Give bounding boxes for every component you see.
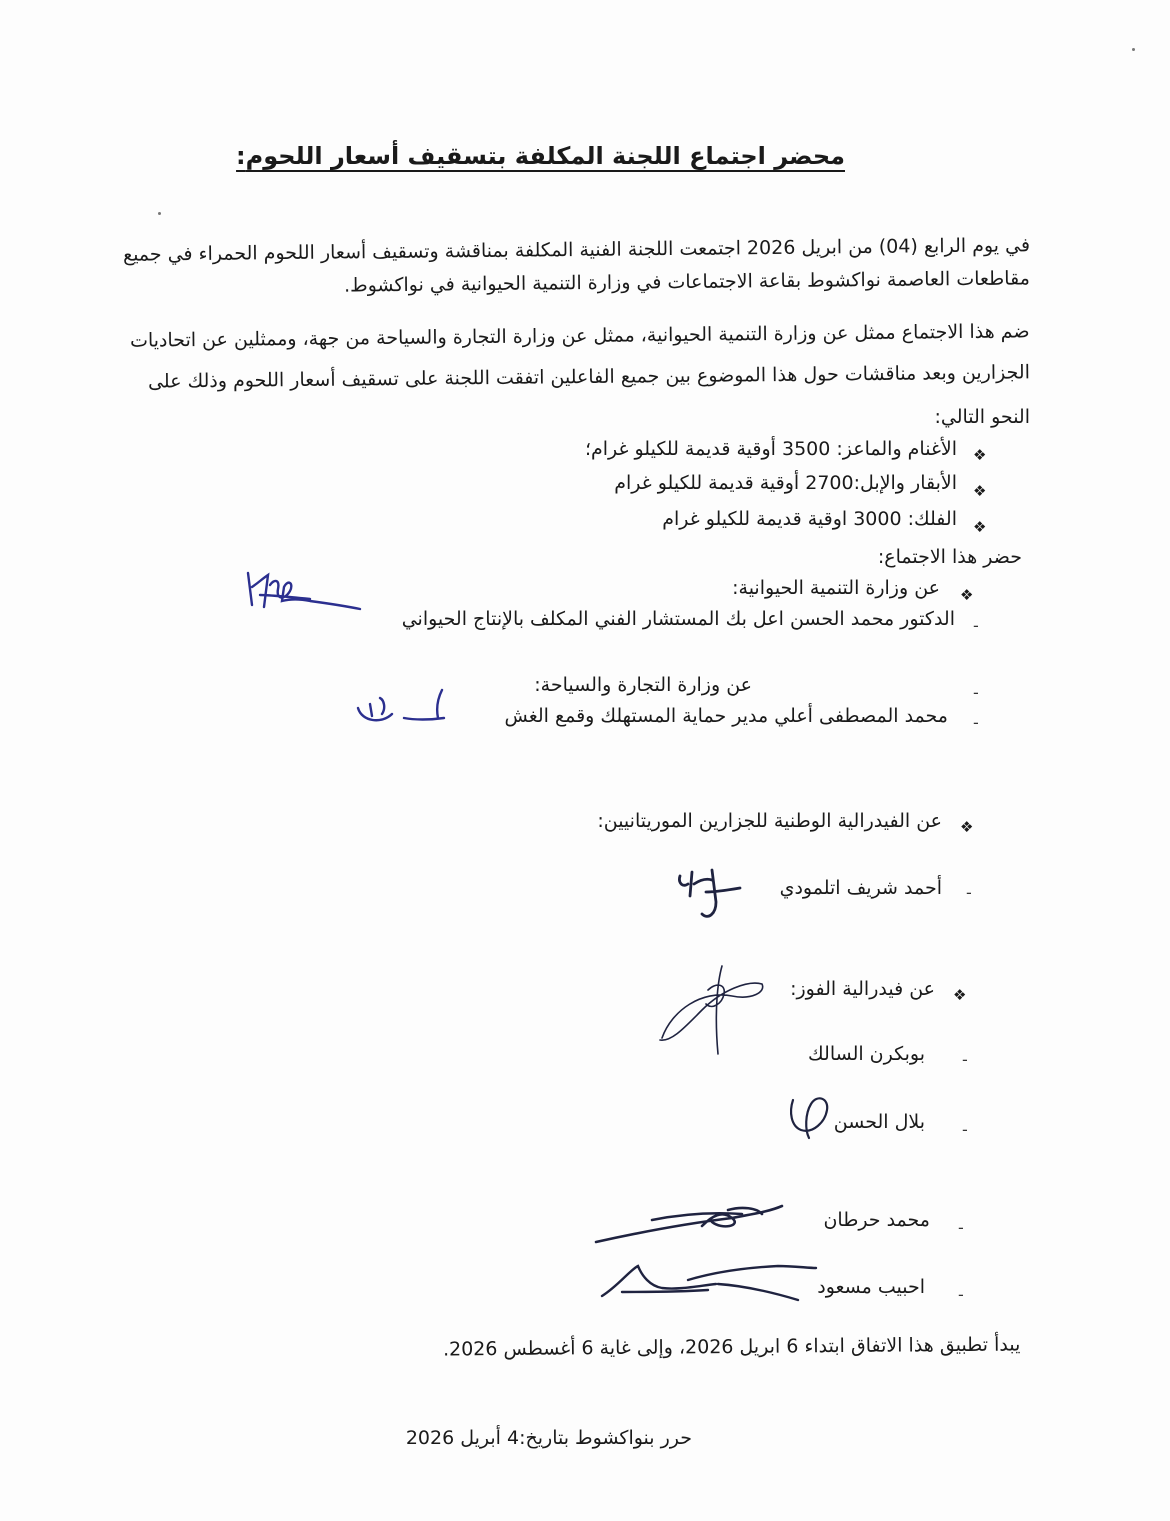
bullet-icon: ❖ xyxy=(953,986,967,1004)
body-line-2: الجزارين وبعد مناقشات حول هذا الموضوع بين جميع الفاعلين اتفقت اللجنة على تسقيف أسعار اللحوم وذلك على xyxy=(147,361,1031,393)
list-dash: - xyxy=(973,683,979,702)
ministry-livestock-member: الدكتور محمد الحسن اعل بك المستشار الفني المكلف بالإنتاج الحيواني xyxy=(401,608,955,630)
signature-commerce xyxy=(352,678,462,733)
agreement-validity: يبدأ تطبيق هذا الاتفاق ابتداء 6 ابريل 2026، وإلى غاية 6 أغسطس 2026. xyxy=(442,1333,1021,1361)
federation-national-heading: عن الفيدرالية الوطنية للجزارين الموريتانيين: xyxy=(597,810,942,832)
signed-at: حرر بنواكشوط بتاريخ:4 أبريل 2026 xyxy=(405,1427,692,1449)
bullet-icon: ❖ xyxy=(973,518,987,536)
price-young-camel: الفلك: 3000 اوقية قديمة للكيلو غرام xyxy=(662,508,957,530)
signature-fawz-member-2 xyxy=(785,1088,840,1140)
list-dash: - xyxy=(958,1285,964,1304)
fawz-member-2: بلال الحسن xyxy=(833,1111,925,1133)
list-dash: - xyxy=(973,713,979,732)
price-cattle-camels: الأبقار والإبل:2700 أوقية قديمة للكيلو غرام xyxy=(614,472,957,494)
federation-fawz-heading: عن فيدرالية الفوز: xyxy=(790,978,935,1000)
bullet-icon: ❖ xyxy=(973,446,987,464)
list-dash: - xyxy=(973,616,979,635)
ministry-commerce-heading: عن وزارة التجارة والسياحة: xyxy=(534,674,752,696)
scan-speck xyxy=(1132,48,1135,51)
signature-fawz-member-4 xyxy=(598,1256,818,1314)
signature-fawz-federation xyxy=(652,960,777,1060)
scan-speck xyxy=(158,212,161,215)
ministry-commerce-member: محمد المصطفى أعلي مدير حماية المستهلك وقمع الغش xyxy=(504,705,948,727)
ministry-livestock-heading: عن وزارة التنمية الحيوانية: xyxy=(732,577,940,599)
list-dash: - xyxy=(966,883,972,902)
bullet-icon: ❖ xyxy=(960,818,974,836)
bullet-icon: ❖ xyxy=(973,482,987,500)
list-dash: - xyxy=(962,1050,968,1069)
federation-national-member: أحمد شريف اتلمودي xyxy=(779,877,942,899)
list-dash: - xyxy=(958,1218,964,1237)
intro-line-2: مقاطعات العاصمة نواكشوط بقاعة الاجتماعات في وزارة التنمية الحيوانية في نواكشوط. xyxy=(344,267,1031,297)
fawz-member-3: محمد حرطان xyxy=(823,1209,930,1231)
price-sheep-goats: الأغنام والماعز: 3500 أوقية قديمة للكيلو غرام؛ xyxy=(584,438,957,460)
list-dash: - xyxy=(962,1120,968,1139)
bullet-icon: ❖ xyxy=(960,586,974,604)
body-line-1: ضم هذا الاجتماع ممثل عن وزارة التنمية الحيوانية، ممثل عن وزارة التجارة والسياحة من جهة، وممثلين عن اتحاديات xyxy=(130,320,1031,352)
body-line-3: النحو التالي: xyxy=(934,406,1030,428)
document-title: محضر اجتماع اللجنة المكلفة بتسقيف أسعار اللحوم: xyxy=(236,142,845,170)
intro-line-1: في يوم الرابع (04) من ابريل 2026 اجتمعت اللجنة الفنية المكلفة بمناقشة وتسقيف أسعار اللحوم الحمراء في جميع xyxy=(122,234,1031,266)
attendance-heading: حضر هذا الاجتماع: xyxy=(877,546,1022,568)
signature-livestock xyxy=(240,565,365,625)
signature-national-federation xyxy=(672,862,752,927)
signature-fawz-member-3 xyxy=(592,1196,787,1248)
fawz-member-1: بوبكرن السالك xyxy=(808,1043,925,1065)
fawz-member-4: احبيب مسعود xyxy=(817,1276,925,1298)
